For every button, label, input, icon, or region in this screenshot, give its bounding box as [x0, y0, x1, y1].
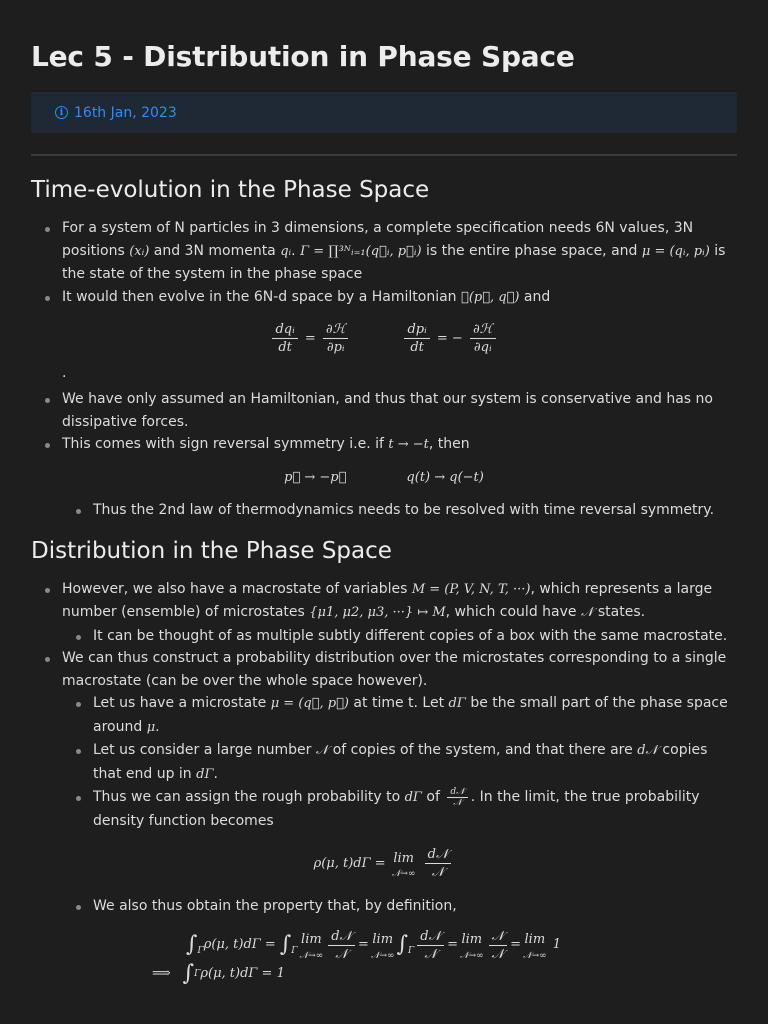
- text-run: This comes with sign reversal symmetry i.e. if: [62, 436, 389, 452]
- frac-num: d𝒩: [425, 846, 452, 864]
- text-run: copies that end up in: [93, 742, 708, 782]
- list-item: [62, 433, 737, 522]
- lim-word: lim: [461, 932, 483, 948]
- math-inline: (xᵢ): [129, 243, 150, 259]
- text-run: . In the limit, the true probability density function becomes: [93, 789, 700, 829]
- equals-sign: =: [357, 936, 369, 952]
- text-run: and 3N momenta: [149, 242, 281, 259]
- sub-list-item: [93, 692, 737, 739]
- math-inline: μ: [146, 719, 156, 735]
- list-item: [62, 286, 737, 310]
- title-divider: [31, 154, 737, 156]
- frac-num: d𝒩: [417, 928, 444, 946]
- math-display: 1: [552, 936, 561, 952]
- lim-subscript: 𝒩→∞: [370, 950, 395, 961]
- frac-den: ∂qᵢ: [473, 340, 492, 355]
- trailing-period: .: [62, 365, 67, 381]
- sub-list: [62, 692, 737, 985]
- math-display: ρ(μ, t)dΓ =: [203, 936, 276, 952]
- date-text: 16th Jan, 2023: [74, 104, 177, 121]
- distribution-list: [31, 578, 737, 986]
- lim-subscript: 𝒩→∞: [459, 950, 484, 961]
- text-run: of copies of the system, and that there are: [328, 742, 638, 758]
- normalization-result: [31, 960, 737, 986]
- integral-sign: ∫: [182, 960, 195, 986]
- text-run: , then: [428, 436, 470, 452]
- text-run: .: [291, 242, 301, 259]
- math-inline: dΓ: [196, 766, 214, 782]
- math-inline: d𝒩: [637, 743, 658, 758]
- lim-word: lim: [372, 932, 394, 948]
- time-evolution-list-continued: [31, 388, 737, 522]
- equals-sign: = −: [436, 331, 463, 346]
- frac-num: dpᵢ: [404, 321, 429, 339]
- frac-den: ∂pᵢ: [326, 340, 345, 355]
- math-inline: t → −t: [388, 437, 429, 452]
- frac-den: dt: [410, 340, 424, 355]
- hamilton-eq-p: [401, 321, 498, 356]
- math-display: p⃗ → −p⃗: [284, 469, 347, 485]
- math-inline: μ = (q⃗, p⃗): [270, 696, 349, 711]
- frac-num: ∂ℋ: [470, 321, 496, 339]
- text-run: For a system of N particles in 3 dimensions, a complete specification needs 6N values, 3N positions: [62, 220, 694, 259]
- math-inline: dΓ: [448, 696, 466, 711]
- text-run: states.: [593, 604, 646, 620]
- lim-word: lim: [301, 932, 322, 948]
- math-display: ρ(μ, t)dΓ =: [313, 856, 386, 871]
- hamilton-equations: [31, 321, 737, 356]
- sub-list-item: Thus the 2nd law of thermodynamics needs to be resolved with time reversal symmetry.: [93, 499, 737, 522]
- text-run: Let us consider a large number: [93, 742, 316, 758]
- hamilton-eq-q: [269, 321, 351, 356]
- normalization-equation: [31, 928, 737, 963]
- integral-sign: ∫: [279, 931, 292, 957]
- math-inline: 𝒩: [315, 743, 329, 758]
- frac-den: 𝒩: [335, 946, 348, 962]
- math-inline: ℋ(p⃗, q⃗): [461, 289, 520, 305]
- math-display: q(t) → q(−t): [406, 469, 484, 485]
- sub-list-item: [93, 786, 737, 881]
- text-run: of: [421, 789, 445, 805]
- frac-num: d𝒩: [328, 928, 355, 946]
- section-heading-distribution: Distribution in the Phase Space: [31, 537, 392, 564]
- text-run: Let us have a microstate: [93, 695, 271, 711]
- time-reversal-equation: [31, 467, 737, 490]
- text-run: is the entire phase space, and: [421, 242, 642, 259]
- time-evolution-list: [31, 217, 737, 309]
- text-run: We can thus construct a probability distribution over the microstates corresponding to a single macrostate (can be over the whole space however).: [62, 650, 727, 689]
- integral-subscript: Γ: [408, 946, 415, 956]
- frac-num: d𝒩: [447, 787, 467, 798]
- frac-num: dqᵢ: [272, 321, 297, 339]
- date-callout: [31, 92, 737, 133]
- frac-den: 𝒩: [453, 797, 462, 808]
- math-display: ρ(μ, t)dΓ = 1: [200, 965, 285, 981]
- sub-list-item: It can be thought of as multiple subtly different copies of a box with the same macrostate.: [93, 625, 737, 648]
- integral-subscript: Γ: [197, 946, 204, 956]
- math-inline: Γ = ∏³ᴺᵢ₌₁(q⃗ᵢ, p⃗ᵢ): [300, 243, 422, 259]
- text-run: It would then evolve in the 6N-d space by a Hamiltonian: [62, 288, 462, 305]
- integral-subscript: Γ: [194, 968, 201, 979]
- math-inline: qᵢ: [280, 243, 292, 259]
- text-run: , which represents a large number (ensemble) of microstates: [62, 580, 713, 620]
- text-run: , which could have: [445, 604, 581, 620]
- equals-sign: =: [447, 936, 458, 952]
- lim-subscript: 𝒩→∞: [391, 869, 416, 880]
- text-run: However, we also have a macrostate of variables: [62, 580, 412, 597]
- list-item: [62, 647, 737, 985]
- lim-subscript: 𝒩→∞: [523, 950, 547, 961]
- text-run: be the small part of the phase space around: [93, 695, 728, 735]
- math-inline: dΓ: [404, 790, 422, 805]
- text-run: is the state of the system in the phase space: [62, 242, 726, 282]
- frac-num: ∂ℋ: [323, 321, 349, 339]
- integral-subscript: Γ: [291, 946, 298, 956]
- math-inline: μ = (qᵢ, pᵢ): [641, 243, 710, 259]
- list-item: [62, 217, 737, 286]
- density-equation: [31, 846, 737, 881]
- section-heading-time-evolution: Time-evolution in the Phase Space: [31, 177, 430, 203]
- math-inline: {μ1, μ2, μ3, ···} ↦ M: [309, 605, 446, 620]
- sub-list: [62, 499, 737, 522]
- list-item: [62, 578, 737, 648]
- lim-subscript: 𝒩→∞: [299, 950, 324, 961]
- integral-sign: ∫: [396, 931, 409, 957]
- text-run: at time t. Let: [348, 695, 449, 711]
- sub-list-item: [93, 739, 737, 786]
- equals-sign: =: [510, 936, 522, 952]
- math-inline: 𝒩: [580, 605, 594, 620]
- text-run: Thus we can assign the rough probability to: [93, 789, 405, 805]
- math-inline: M = (P, V, N, T, ···): [411, 581, 531, 597]
- sub-list-item: [93, 895, 737, 985]
- page-title: Lec 5 - Distribution in Phase Space: [31, 40, 575, 73]
- text-run: and: [519, 288, 551, 305]
- text-run: We also thus obtain the property that, by definition,: [93, 898, 457, 914]
- equals-sign: =: [304, 331, 316, 346]
- math-inline-fraction: [447, 787, 467, 808]
- lim-word: lim: [524, 932, 546, 948]
- frac-den: 𝒩: [431, 865, 445, 880]
- text-run: .: [213, 765, 218, 782]
- frac-den: 𝒩: [424, 946, 437, 962]
- lim-word: lim: [393, 850, 414, 866]
- text-run: .: [155, 718, 160, 735]
- frac-den: 𝒩: [491, 946, 505, 962]
- implies-arrow: ⟹: [152, 965, 171, 981]
- list-item: We have only assumed an Hamiltonian, and thus that our system is conservative and has no dissipative forces.: [62, 388, 737, 433]
- info-circle-icon: i: [55, 106, 68, 119]
- frac-num: 𝒩: [489, 928, 507, 946]
- sub-list: [62, 625, 737, 648]
- frac-den: dt: [278, 340, 292, 355]
- integral-sign: ∫: [186, 931, 198, 957]
